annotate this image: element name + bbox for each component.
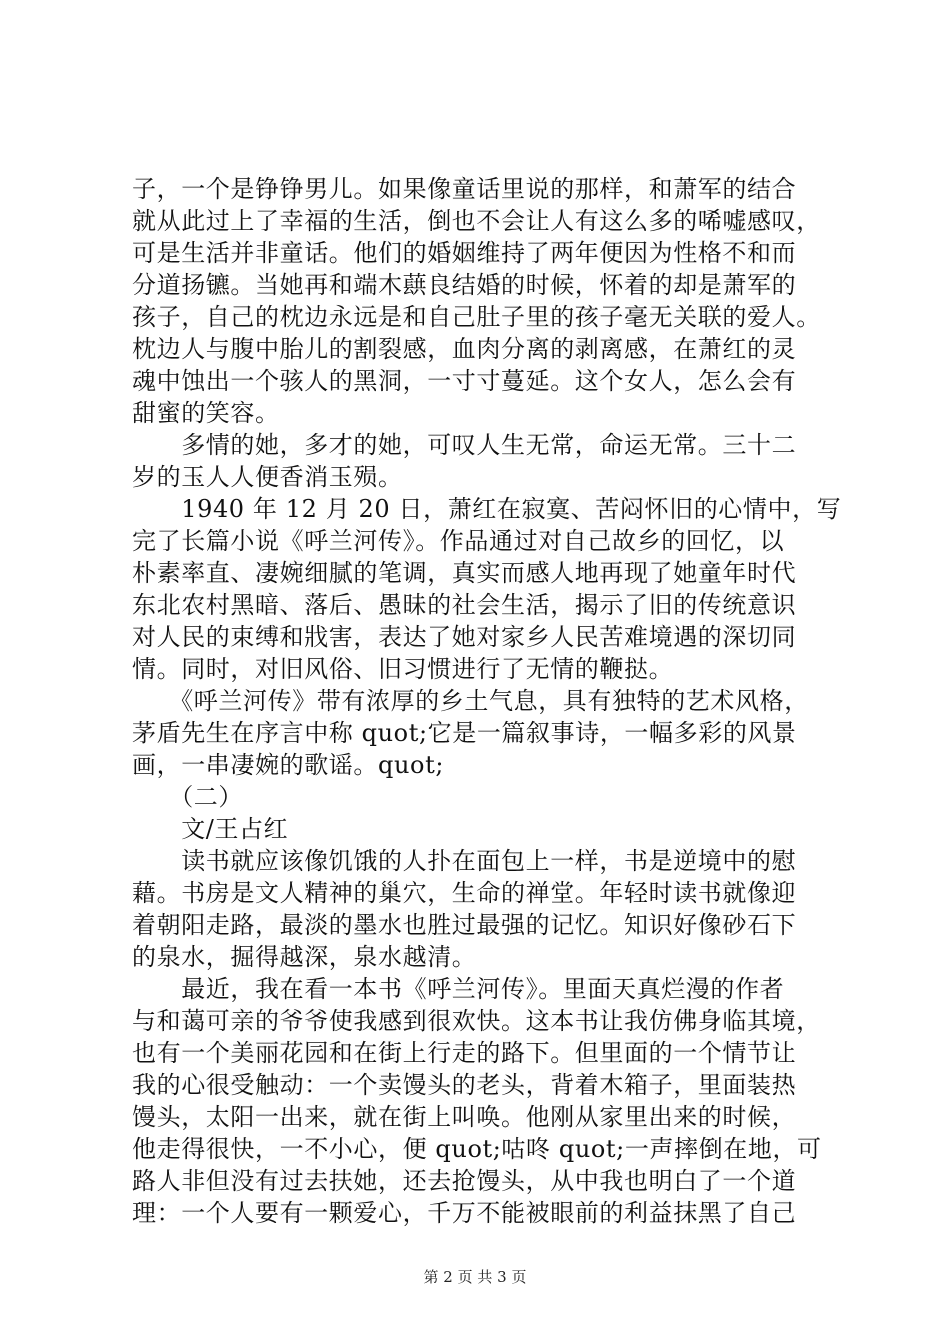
text-line: 路人非但没有过去扶她，还去抢馒头，从中我也明白了一个道 [132, 1167, 797, 1195]
text-line: 藉。书房是文人精神的巢穴，生命的禅堂。年轻时读书就像迎 [132, 879, 797, 907]
text-line: 最近，我在看一本书《呼兰河传》。里面天真烂漫的作者 [132, 975, 785, 1003]
text-line: 可是生活并非童话。他们的婚姻维持了两年便因为性格不和而 [132, 239, 797, 267]
text-line: 的泉水，掘得越深，泉水越清。 [132, 943, 477, 971]
text-line: 画，一串凄婉的歌谣。quot; [132, 751, 444, 779]
text-line: 情。同时，对旧风俗、旧习惯进行了无情的鞭挞。 [132, 655, 674, 683]
text-line: 对人民的束缚和戕害，表达了她对家乡人民苦难境遇的深切同 [132, 623, 797, 651]
text-line: 读书就应该像饥饿的人扑在面包上一样，书是逆境中的慰 [132, 847, 797, 875]
text-line: 孩子，自己的枕边永远是和自己肚子里的孩子毫无关联的爱人。 [132, 303, 821, 331]
text-line: 岁的玉人人便香消玉殒。 [132, 463, 403, 491]
text-line: 着朝阳走路，最淡的墨水也胜过最强的记忆。知识好像砂石下 [132, 911, 797, 939]
text-line: 子，一个是铮铮男儿。如果像童话里说的那样，和萧军的结合 [132, 175, 797, 203]
text-line: 与和蔼可亲的爷爷使我感到很欢快。这本书让我仿佛身临其境， [132, 1007, 821, 1035]
text-line: 魂中蚀出一个骇人的黑洞，一寸寸蔓延。这个女人，怎么会有 [132, 367, 797, 395]
text-line: 《呼兰河传》带有浓厚的乡土气息，具有独特的艺术风格， [132, 687, 809, 715]
section-heading: （二） [132, 783, 243, 811]
body-text [132, 173, 852, 1229]
text-line: 1940 年 12 月 20 日，萧红在寂寞、苦闷怀旧的心情中，写 [132, 495, 842, 523]
text-line: 我的心很受触动：一个卖馒头的老头，背着木箱子，里面装热 [132, 1071, 797, 1099]
text-line: 完了长篇小说《呼兰河传》。作品通过对自己故乡的回忆，以 [132, 527, 785, 555]
text-line: 分道扬镳。当她再和端木蕻良结婚的时候，怀着的却是萧军的 [132, 271, 797, 299]
text-line: 多情的她，多才的她，可叹人生无常，命运无常。三十二 [132, 431, 797, 459]
text-line: 馒头，太阳一出来，就在街上叫唤。他刚从家里出来的时候， [132, 1103, 797, 1131]
text-line: 甜蜜的笑容。 [132, 399, 280, 427]
author-line: 文/王占红 [132, 815, 289, 843]
text-line: 就从此过上了幸福的生活，倒也不会让人有这么多的唏嘘感叹， [132, 207, 821, 235]
text-line: 他走得很快，一不小心，便 quot;咕咚 quot;一声摔倒在地，可 [132, 1135, 822, 1163]
page-footer: 第 2 页 共 3 页 [423, 1268, 527, 1286]
text-line: 也有一个美丽花园和在街上行走的路下。但里面的一个情节让 [132, 1039, 797, 1067]
text-line: 枕边人与腹中胎儿的割裂感，血肉分离的剥离感，在萧红的灵 [132, 335, 797, 363]
text-line: 理：一个人要有一颗爱心，千万不能被眼前的利益抹黑了自己 [132, 1199, 797, 1227]
text-line: 茅盾先生在序言中称 quot;它是一篇叙事诗，一幅多彩的风景 [132, 719, 797, 747]
text-line: 东北农村黑暗、落后、愚昧的社会生活，揭示了旧的传统意识 [132, 591, 797, 619]
text-line: 朴素率直、凄婉细腻的笔调，真实而感人地再现了她童年时代 [132, 559, 797, 587]
